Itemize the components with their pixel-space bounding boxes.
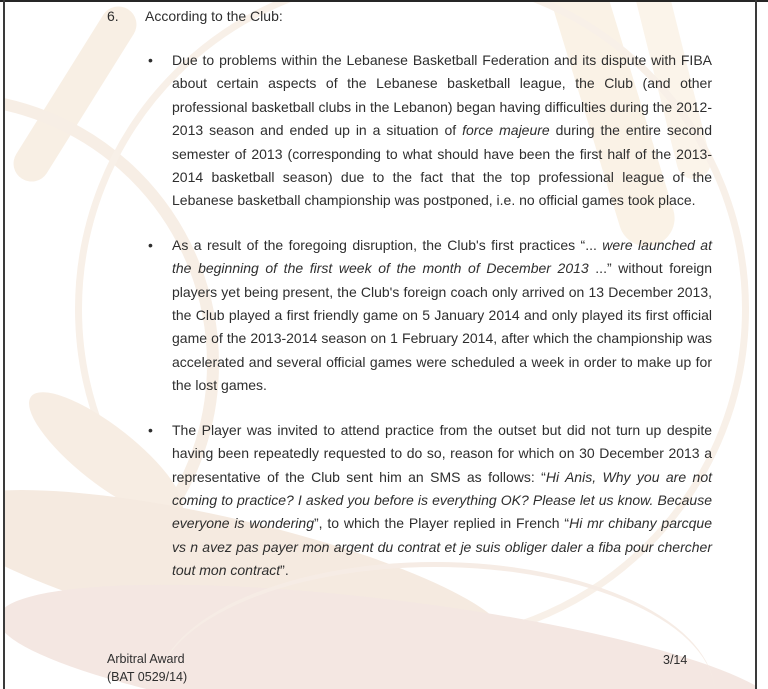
bullet-text: As a result of the foregoing disruption, the Club's first practices “... were launched at the beginning of the first week of the month of December 2013 ...” without foreign players yet being present, the Club's foreign coach only arrived on 13 December 2013, the Club played a first friendly game on 5 January 2014 and only played its first official game of the 2013-2014 season on 1 February 2014, after which the championship was accelerated and several official games were scheduled a week in order to make up for the lost games. [172, 236, 713, 394]
page-border-right [755, 0, 757, 689]
page-number: 3/14 [663, 653, 688, 667]
bullet-list [148, 49, 714, 604]
section-number: 6. [107, 8, 119, 24]
bullet-item [148, 234, 714, 398]
bullet-marker: • [148, 421, 153, 438]
section-title: According to the Club: [145, 8, 283, 24]
footer-doc-ref: (BAT 0529/14) [107, 669, 188, 684]
footer-document-info [107, 651, 187, 686]
bullet-marker: • [148, 236, 153, 253]
page-border-left [3, 0, 5, 689]
page-border-top [0, 0, 768, 2]
bullet-text: Due to problems within the Lebanese Basketball Federation and its dispute with FIBA about certain aspects of the Lebanese basketball league, the Club (and other professional basketball clubs in the Lebanon) began having difficulties during the 2012-2013 season and ended up in a situation of force majeure during the entire second semester of 2013 (corresponding to what should have been the first half of the 2013-2014 basketball season) due to the fact that the top professional league of the Lebanese basketball championship was postponed, i.e. no official games took place. [172, 52, 712, 209]
footer-doc-title: Arbitral Award [107, 652, 185, 666]
bullet-item [148, 49, 714, 213]
bullet-text: The Player was invited to attend practice from the outset but did not turn up despite having been repeatedly requested to do so, reason for which on 30 December 2013 a representative of the Club sent him an SMS as follows: “Hi Anis, Why you are not coming to practice? I asked you before is everything OK? Please let us know. Because everyone is wondering”, to which the Player replied in French “Hi mr chibany parcque vs n avez pas payer mon argent du contrat et je suis obliger daler a fiba pour chercher tout mon contract”. [172, 421, 713, 579]
bullet-item [148, 419, 714, 583]
bullet-marker: • [148, 52, 153, 68]
section-heading [107, 8, 283, 24]
